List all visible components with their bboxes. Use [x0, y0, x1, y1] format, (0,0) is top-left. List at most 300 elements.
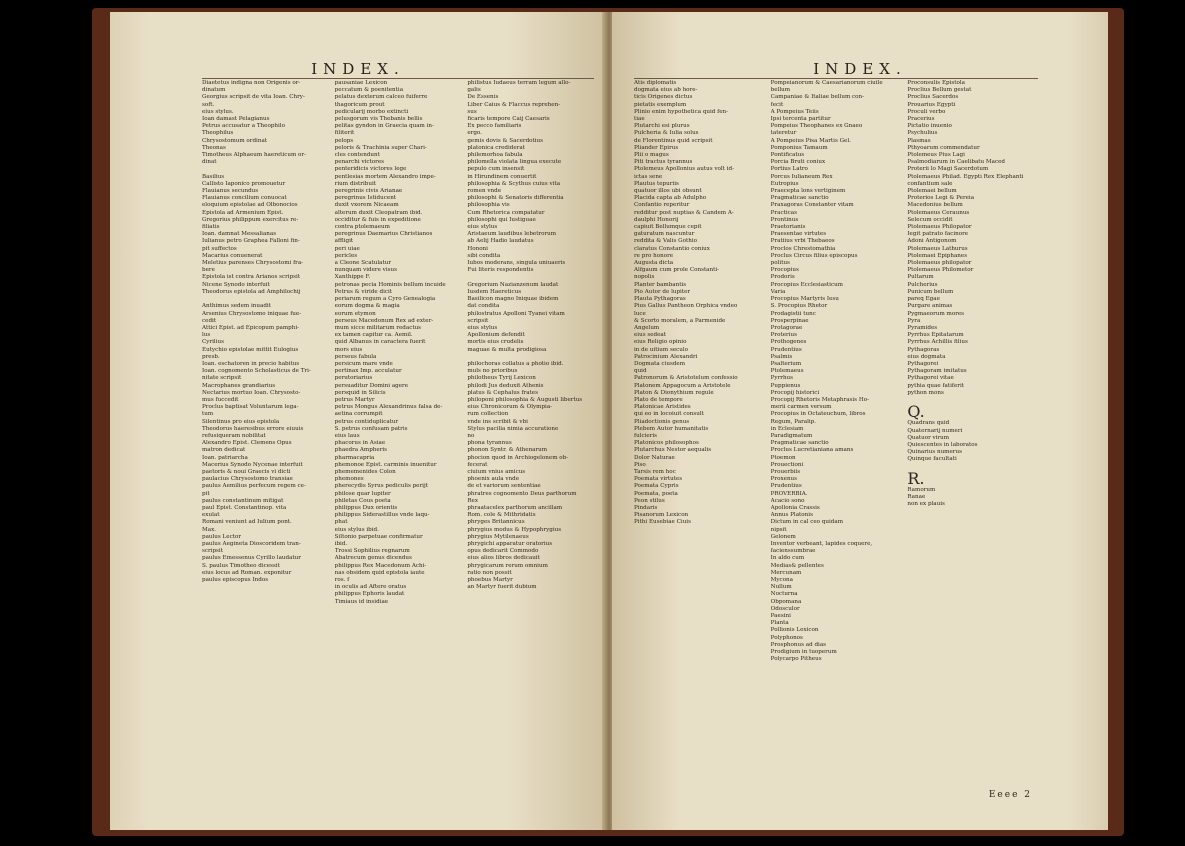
index-entry: paulus Emessenus Cyrillo laudatur	[202, 555, 301, 562]
index-entry: Proterii lo Magi Sacerdotum	[907, 166, 989, 173]
index-entry: phat	[334, 519, 348, 526]
index-entry: Aristaeum laudibus lebetrorum	[467, 231, 557, 238]
index-entry: Ptolemeus Pius Lagi	[907, 152, 965, 159]
index-entry: phona tyrannus	[467, 440, 512, 447]
index-entry: phrygicarum rerum omnium	[467, 562, 548, 569]
index-entry: Ptolemeus Apollonius autus volt id-	[634, 166, 734, 173]
index-entry: Prodigium in tuoperum	[770, 649, 837, 656]
index-entry: Nocturna	[770, 591, 798, 598]
index-entry: Cyrilius	[202, 339, 224, 346]
index-entry: Platonicae Aristides	[634, 404, 691, 411]
index-entry: duxit vxorem Nicaeam	[334, 202, 399, 209]
index-entry: phacorus in Asiae	[334, 440, 386, 447]
index-entry: Pratiius vrbi Thebaeos	[770, 238, 835, 245]
index-entry: nipsit	[770, 526, 787, 533]
index-entry: claratus Constantio coniux	[634, 245, 710, 252]
index-entry	[907, 471, 1038, 487]
index-entry: Procopij Rhetoris Metaphrasis Ho-	[770, 396, 869, 403]
index-entry: Flauianus concilium conuocat	[202, 195, 287, 202]
index-entry: Purgare animas	[907, 303, 953, 310]
index-entry: refusiqueram nobilitat	[202, 432, 266, 439]
index-entry: Plii o magus	[634, 152, 669, 159]
index-entry: philodi Jus deduxit Athenis	[467, 382, 544, 389]
index-entry: Plauta Pythagoras	[634, 296, 686, 303]
index-entry: politus	[770, 260, 790, 267]
index-entry: confantium sale	[907, 180, 953, 187]
index-entry: gaturatum nascuntur	[634, 231, 695, 238]
index-entry: Trossi Sophilius regnarum	[334, 548, 410, 555]
index-entry: philippus Dux orientis	[334, 504, 398, 511]
index-entry: philemorhoa fabula	[467, 152, 523, 159]
index-entry: paulus Lector	[202, 533, 242, 540]
index-entry: paulus Aegineta Dioscoridem tran-	[202, 541, 301, 547]
index-entry: Iusdem Haereticus	[467, 288, 522, 295]
index-entry: eius locus ad Roman. exponitur	[202, 569, 292, 576]
index-entry: philistus Iudaeus terram legum allo-	[467, 80, 571, 86]
index-entry: Pius Gallus Pantheon Orphica vndeo	[634, 303, 738, 310]
index-entry: merii carmen versum	[770, 404, 832, 411]
index-entry: ticis Origenes dictus	[634, 94, 693, 101]
index-entry: Ptolemaeus Ceraunus	[907, 209, 970, 216]
index-entry: Puppienus	[770, 382, 801, 389]
index-entry: ros. f	[334, 577, 350, 584]
index-entry: luce	[634, 310, 646, 317]
index-entry: peregrinis civis Arianae	[334, 188, 403, 195]
index-entry: Ipsi tercenta partitur	[770, 116, 831, 123]
index-entry: Praesentae virtutes	[770, 231, 827, 238]
index-entry: bellum	[770, 87, 791, 94]
index-entry: Dictum in cal ceo quidam	[770, 519, 843, 526]
index-entry	[467, 354, 594, 361]
index-entry: Pindaris	[634, 504, 658, 511]
index-entry: rium distribuit	[334, 180, 376, 187]
index-entry: Pictatio inuenio	[907, 123, 952, 130]
index-entry: Protagorae	[770, 324, 803, 331]
index-entry: philippus Siderastillus vnde laqu-	[334, 512, 430, 519]
index-entry: Praecepta lons vertiginem	[770, 188, 846, 195]
index-entry: paul Epist. Constantinop. vita	[202, 504, 287, 511]
index-entry: paulacius Chrysostomo transiae	[202, 476, 293, 483]
index-entry: ciuium vnius amicus	[467, 468, 526, 475]
index-entry: Practicas	[770, 209, 797, 216]
index-entry: Pontificatus	[770, 152, 805, 159]
index-entry: Silentinus pro eius epistola	[202, 418, 280, 425]
index-entry: Procopius	[770, 267, 799, 274]
index-entry: Apollonium defendit	[467, 332, 525, 339]
index-entry: Nectarius mortuo Ioan. Chrysosto-	[202, 389, 301, 396]
index-entry: opus dedicarit Commodo	[467, 548, 539, 555]
index-entry: Varia	[770, 288, 786, 295]
index-entry: petrus Martyr	[334, 396, 375, 403]
index-entry: presb.	[202, 353, 220, 360]
index-entry: paetoris & noui Graecis vi dicti	[202, 468, 291, 475]
index-entry: petrus Mongus Alexandrinus falsa de-	[334, 404, 443, 411]
index-entry: Pythagorei vitae	[907, 375, 954, 382]
index-entry: scripsit	[467, 317, 489, 324]
index-entry: sibi condita	[467, 252, 501, 259]
index-entry: ibid.	[334, 541, 348, 547]
index-entry: Pyramides	[907, 324, 938, 331]
index-entry: Macarius conuenerat	[202, 252, 263, 259]
index-entry: de et variorum sententiae	[467, 483, 541, 490]
index-entry: Pomponius Tamaum	[770, 144, 828, 151]
left-columns	[202, 80, 594, 782]
index-entry: philippus Rex Macedonum Achi-	[334, 562, 427, 569]
index-entry: Psalterium	[770, 360, 802, 367]
index-entry: PROVERBIA.	[770, 490, 808, 497]
index-entry: pepulo cum insensit	[467, 166, 525, 173]
index-entry: an Martyr fuerit dubium	[467, 584, 537, 591]
index-entry: python mons	[907, 389, 944, 396]
index-entry: tateretur	[770, 130, 797, 137]
index-entry: eius Religio opinio	[634, 339, 687, 346]
index-entry: Alexandro Epist. Clemens Opus	[202, 440, 292, 447]
index-entry: qui eo in locoiuit consult	[634, 411, 704, 418]
index-entry: Ranae	[907, 494, 926, 501]
index-entry: Prouarius Egypti	[907, 101, 956, 108]
index-entry: Plautus tepuriis	[634, 180, 679, 187]
index-entry: eius dogmata	[907, 353, 946, 360]
index-entry: Hononi	[467, 245, 488, 252]
index-entry: philosophia & Scythus cuius vita	[467, 180, 561, 187]
index-entry: Plasmas	[907, 137, 931, 144]
index-entry: Proclius Sacerdos	[907, 94, 959, 101]
index-entry: Ptolemaei bellum	[907, 188, 957, 195]
index-entry: cles contendunt	[334, 152, 380, 159]
index-entry: Meletius parenses Chrysostomi fra-	[202, 260, 304, 267]
index-entry: Timiaus id insidiae	[334, 598, 389, 605]
index-entry: Augusta dicta	[634, 260, 674, 267]
index-entry: Gregorium Nazianzenum laudat	[467, 281, 559, 288]
index-entry: Polycarpo Pitheus	[770, 656, 822, 663]
index-entry	[202, 296, 329, 303]
index-entry: Plinio enim hypothetica quid fen-	[634, 108, 729, 115]
index-entry: perseus Macedonum Rex ad exter-	[334, 317, 434, 324]
index-entry: Ioan. damnat Messalianas	[202, 231, 277, 238]
index-entry: pythia quae fatiferit	[907, 382, 964, 389]
index-entry: Prouectioni	[770, 461, 804, 468]
index-entry: Psychulius	[907, 130, 938, 137]
index-entry: persquid in Silicis	[334, 389, 386, 396]
index-entry: Planta	[770, 620, 789, 627]
index-entry: in Eclesiam	[770, 425, 804, 432]
index-entry: thagoricum prout	[334, 101, 385, 108]
index-entry: Pyra	[907, 317, 921, 324]
index-entry: Pragmaticae sanctio	[770, 440, 829, 447]
index-entry: Prodoris	[770, 274, 795, 281]
index-entry: perseus fabula	[334, 353, 377, 360]
index-entry: fecit	[770, 101, 784, 108]
index-entry: Proclus baptisat Voluntarum lega-	[202, 404, 299, 411]
index-entry: no	[467, 432, 475, 439]
index-entry: Abatrecum genus dicendus	[334, 555, 412, 562]
index-entry: Paesini	[770, 613, 791, 620]
index-entry: Siltonio parpetuae confirmatur	[334, 533, 423, 540]
index-entry: Quinarius numerus	[907, 449, 962, 456]
index-entry: periarum regum a Cyro Genealogia	[334, 296, 436, 303]
index-entry: tiae	[634, 116, 645, 123]
index-entry: Chrysostomum ordinat	[202, 137, 268, 144]
index-entry: Pliander Epirus	[634, 144, 679, 151]
index-entry: Macerius Synodo Nycenae interfuit	[202, 461, 303, 468]
index-entry: Arsenius Chrysostomo iniquae fue-	[202, 310, 302, 317]
index-entry: In aldo cum	[770, 555, 805, 562]
index-entry: platonica crediderat	[467, 144, 525, 151]
index-entry: Ioan. eschatoren in precio habitus	[202, 360, 300, 367]
index-entry: Quinque facultati	[907, 456, 957, 463]
index-entry: Planter bambantis	[634, 281, 687, 288]
index-entry: Macedonius bellum	[907, 202, 963, 209]
index-entry: Inventor verbeant, lapides coquere,	[770, 541, 873, 547]
index-entry: re pro honore	[634, 252, 674, 259]
index-entry: pelops	[334, 137, 354, 144]
index-entry: Attici Epist. ad Epicopum pamphi-	[202, 324, 300, 331]
index-entry: eius laus	[334, 432, 360, 439]
index-entry: galis	[467, 87, 481, 94]
index-entry: Basilius	[202, 173, 225, 180]
index-entry: penteridicis victores lege	[334, 166, 407, 173]
index-entry: Piso	[634, 461, 646, 468]
index-entry: pausaniae Lexicon	[334, 80, 388, 86]
index-entry: ratio non possit	[467, 569, 512, 576]
index-entry: Flauianus secundus	[202, 188, 259, 195]
index-entry: Macrophanes grandiarius	[202, 382, 276, 389]
index-entry: peri uiae	[334, 245, 360, 252]
index-entry: Iulianus petro Graphea Falloni fin-	[202, 238, 300, 245]
index-entry: aetina corrumpit	[334, 411, 383, 418]
index-entry: Porcia Bruti coniux	[770, 159, 826, 166]
index-entry: Plebem Autor humanitatis	[634, 425, 709, 432]
index-entry: Poemata Cypris	[634, 483, 679, 490]
index-entry: Pyrrhus	[770, 375, 794, 382]
index-entry: quid	[634, 368, 647, 375]
index-entry: Gelonem	[770, 533, 796, 540]
index-entry: filiatis	[202, 224, 220, 231]
index-entry: pit suffectos	[202, 245, 237, 252]
index-entry: phemones	[334, 476, 364, 483]
index-entry: Annus Platonis	[770, 512, 813, 519]
index-entry: redditur post nuptias & Candem A-	[634, 209, 734, 216]
index-entry: pareq Egae	[907, 296, 940, 303]
right-page	[612, 12, 1108, 830]
index-entry: Callisto Iaponico promouetur	[202, 180, 286, 187]
index-entry: Quatuor virum	[907, 434, 950, 441]
index-entry: Prosperpinae	[770, 317, 809, 324]
index-entry: eius stylus.	[202, 108, 234, 115]
index-entry: eius Chronicorum & Olympia-	[467, 404, 553, 411]
signature-mark: Eeee 2	[988, 790, 1032, 800]
index-entry	[907, 404, 1038, 420]
index-entry: Tarsis rem hoc	[634, 468, 676, 475]
index-entry: Pollionis Lexicon	[770, 627, 819, 634]
index-entry: phonon Syntr. & Athenarum	[467, 447, 548, 454]
index-entry: Pisanorum Lexicon	[634, 512, 689, 519]
index-entry: Procopius Ecclesiasticum	[770, 281, 843, 288]
index-entry: Pliadoctionis genus	[634, 418, 690, 425]
index-entry: Punicum bellum	[907, 288, 954, 295]
index-entry: Plutarchi esi plurus	[634, 123, 690, 130]
index-entry: Campaniae & Italiae bellum con-	[770, 94, 865, 101]
right-column-1	[634, 80, 765, 782]
index-entry: Eutropius	[770, 180, 799, 187]
index-entry: Paradigmatum	[770, 432, 813, 439]
index-entry: Poemata virtutes	[634, 476, 683, 483]
index-entry: philetas Cous poeta	[334, 497, 391, 504]
index-entry: Prouerbiis	[770, 468, 801, 475]
index-entry: Pythagorei	[907, 360, 939, 367]
index-entry	[202, 166, 329, 173]
index-entry: Pythagoram imitatus	[907, 368, 967, 375]
index-entry: phocion quod in Archiogelonem ob-	[467, 454, 569, 461]
index-entry: filiterit	[334, 130, 355, 137]
index-entry: maguae & multa prodigiosa	[467, 346, 547, 353]
index-entry: Platonem Appagocum a Aristotele	[634, 382, 731, 389]
index-entry: phoebus Martyr	[467, 577, 513, 584]
right-header-rule	[634, 78, 1038, 79]
index-entry: dinat	[202, 159, 217, 166]
index-entry: Procopius in Octateuchum, libros	[770, 411, 866, 418]
index-entry: Ptolemaeus philopator	[907, 260, 972, 267]
section-letter: R.	[907, 470, 925, 487]
index-entry: capiuit Bellumque cepit	[634, 224, 702, 231]
index-entry: paulus constantinum mitigat	[202, 497, 284, 504]
right-columns	[634, 80, 1038, 782]
index-entry	[467, 274, 594, 281]
index-entry: Psalmis	[770, 353, 793, 360]
index-entry: Portius Latro	[770, 166, 808, 173]
index-entry: Rex	[467, 497, 479, 504]
index-entry: affligit	[334, 238, 354, 245]
index-entry: peregrinus Istiducent	[334, 195, 397, 202]
index-entry: Ioan. patriarcha	[202, 454, 248, 461]
index-entry: Diaetetus indigna non Origenis or-	[202, 80, 301, 86]
right-column-3	[907, 80, 1038, 782]
index-entry: reddita & Valis Gothio	[634, 238, 697, 245]
index-entry: pedicularij morbo extincti	[334, 108, 409, 115]
index-entry: Psalmodiarum in Caelibatu Maced	[907, 159, 1005, 166]
index-entry: philoponi philosophia & Augusti libertus	[467, 396, 583, 403]
index-entry: in de uitium seculo	[634, 346, 689, 353]
index-entry: pharmacapria	[334, 454, 375, 461]
index-entry: phratres cognomento Deus parthorum	[467, 490, 577, 497]
index-entry: lus	[202, 332, 211, 339]
index-entry: Acacio sono	[770, 497, 805, 504]
index-entry: Max.	[202, 526, 216, 533]
index-entry: Peon stilus	[634, 497, 665, 504]
index-entry: Ptolemaeus Philopator	[907, 224, 972, 231]
index-entry	[907, 464, 1038, 471]
index-entry: phememenides Colon	[334, 468, 396, 475]
index-entry: Ptolemaeus Lathurus	[907, 245, 968, 252]
index-entry: philosophia vis	[467, 202, 510, 209]
book	[92, 8, 1124, 836]
index-entry: Nicene Synodo interfuit	[202, 281, 270, 288]
index-entry: Romani veniunt ad Iulium pont.	[202, 519, 292, 526]
left-header-rule	[202, 78, 594, 79]
index-entry: eius stylus	[467, 224, 498, 231]
index-entry: Petrus accusatur a Theophilo	[202, 123, 285, 130]
index-entry: Ptoemon	[770, 454, 796, 461]
index-entry: facienssumbrae	[770, 548, 816, 555]
index-entry: Pulcherius	[907, 281, 938, 288]
index-entry: philose quar lupiter	[334, 490, 391, 497]
index-entry: eius alios libros dedicauit	[467, 555, 540, 562]
index-entry: Prudentius	[770, 346, 802, 353]
index-entry: phryges Britannicus	[467, 519, 525, 526]
index-entry: Ioan damast Pelagianus	[202, 116, 270, 123]
index-entry: dinatum	[202, 87, 226, 94]
index-entry: nas obsidem quid epistola iaute	[334, 569, 425, 576]
index-entry: Pulcheria & Iulia solus	[634, 130, 699, 137]
index-entry: Theophilus	[202, 130, 234, 137]
section-letter: Q.	[907, 404, 925, 421]
index-entry: Pygmaeorum mores	[907, 310, 965, 317]
index-entry: Pyrrhus Epitatarum	[907, 332, 964, 339]
index-entry: Placida capta ab Adulpho	[634, 195, 707, 202]
index-entry: phemonoe Epist. carminis inuenitur	[334, 461, 437, 468]
left-page	[110, 12, 606, 830]
index-entry: Anthimus sedem inuadit	[202, 303, 271, 310]
index-entry: pentlesias mortem Alexandro impe-	[334, 173, 436, 180]
index-entry: pelatus dexterum calceo fuiferre	[334, 94, 428, 101]
index-entry: Epistola ad Armenium Epist.	[202, 209, 284, 216]
index-entry: romen vnde	[467, 188, 502, 195]
index-entry: occiditur & fuis in expeditione	[334, 216, 421, 223]
index-entry: pericles	[334, 252, 358, 259]
index-entry: Basilicon magno Iniquae ibidem	[467, 296, 559, 303]
index-entry: Piti tractus tyrannus	[634, 159, 693, 166]
index-entry: Prosphonus ad dias	[770, 641, 827, 648]
index-entry: Pithi Eusebiae Ciuis	[634, 519, 691, 526]
index-entry: pit	[202, 490, 210, 497]
right-page-header: INDEX.	[813, 60, 907, 78]
index-entry: Gregorius philippum exercitus re-	[202, 216, 299, 223]
index-entry: contra ptolemaeum	[334, 224, 390, 231]
index-entry: A Pompeius Pisa Martis Gel.	[770, 137, 851, 144]
index-entry: Apollonia Crassis	[770, 504, 820, 511]
index-entry: pertinax Imp. acculatur	[334, 368, 402, 375]
index-entry: gemis dovis & Sacerdotius	[467, 137, 544, 144]
index-entry: Alfgaum cum prole Constanti-	[634, 267, 720, 274]
index-entry: Rom. cole & Mithridatis	[467, 512, 536, 519]
index-entry: eorum etymon	[334, 310, 376, 317]
index-entry: eloquium epistolae ad Olbonocios	[202, 202, 298, 209]
index-entry: Theodorus epistola ad Amphilochij	[202, 288, 301, 295]
index-entry: Xanthippe F.	[334, 274, 371, 281]
index-entry: Pompeius Theophanes ex Gnaeo	[770, 123, 863, 130]
index-entry: phrygichi apparatur oratorius	[467, 541, 553, 547]
index-entry: quatuor illos ubi obsunt	[634, 188, 702, 195]
index-entry: Proclos Chrestomathia	[770, 245, 836, 252]
index-entry: Platon & Dionythium regule	[634, 389, 714, 396]
index-entry: Pragmaticae sanctio	[770, 195, 829, 202]
index-entry: pietatis exemplum	[634, 101, 687, 108]
index-entry: petronas pecia Hominis bellum incuide	[334, 281, 446, 288]
index-entry: cedit	[202, 317, 217, 324]
index-entry: Proxenus	[770, 476, 798, 483]
index-entry: Timotheus Alphaeum haereticum or-	[202, 152, 306, 159]
index-entry: eius stylus ibid.	[334, 526, 379, 533]
index-entry: mortis eius crudelis	[467, 339, 524, 346]
index-entry: phrygius Mytilenaeus	[467, 533, 529, 540]
index-entry: Georgius scripsit de vita Ioan. Chry-	[202, 94, 305, 101]
index-entry: Adoni Antigonom	[907, 238, 957, 245]
index-entry: phrygius modus & Hypophrygius	[467, 526, 562, 533]
index-entry: S. petrus confusam patris	[334, 425, 408, 432]
index-entry: Pompeianorum & Caesarianorum ciuile	[770, 80, 883, 86]
index-entry: Pthyoarum commendatur	[907, 144, 980, 151]
index-entry: exulat	[202, 512, 220, 519]
